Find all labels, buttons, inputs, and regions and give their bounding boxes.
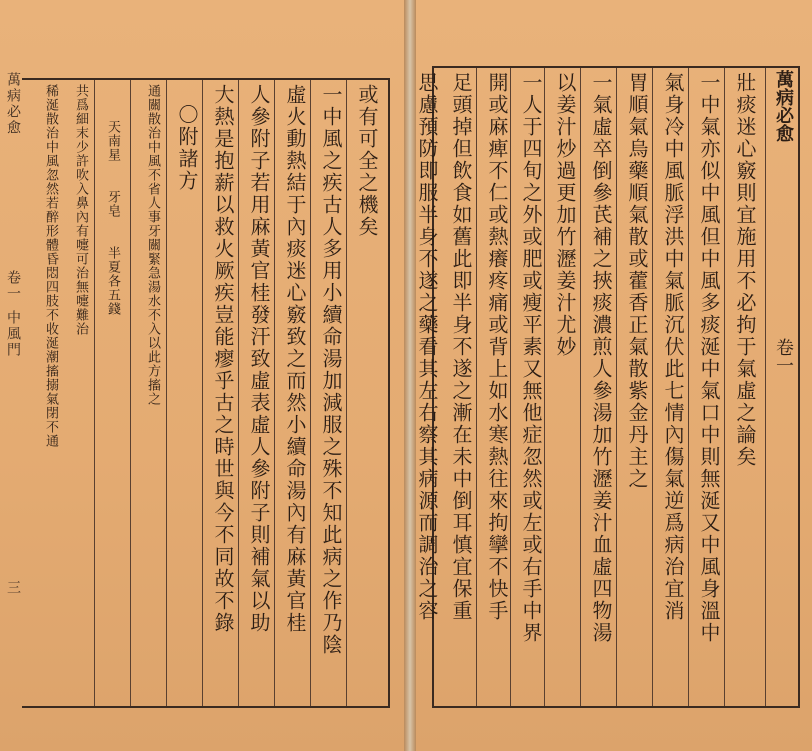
text-column: 開或麻痺不仁或熱癢疼痛或背上如水寒熱往來拘攣不快手 <box>485 72 509 622</box>
right-text-frame <box>415 66 800 708</box>
column-rule <box>130 80 131 706</box>
text-column: 足頭掉但飲食如舊此即半身不遂之漸在未中倒耳慎宜保重 <box>449 72 473 622</box>
left-text-frame <box>5 72 390 708</box>
page-number: 三 <box>5 580 21 596</box>
text-column: 一人于四旬之外或肥或瘦平素又無他症忽然或左或右手中界 <box>519 72 543 644</box>
center-fold-banxin <box>0 72 25 706</box>
text-column: 大熱是抱薪以救火厥疾豈能瘳乎古之時世與今不同故不錄 <box>211 84 235 634</box>
column-rule <box>765 68 766 706</box>
text-column: 胃順氣烏藥順氣散或藿香正氣散紫金丹主之 <box>625 72 649 490</box>
column-rule <box>166 80 167 706</box>
text-column: 思慮預防即服半身不遂之藥看其左右察其病源而調治之容 <box>415 72 439 622</box>
right-page-title: 萬病必愈 <box>773 70 794 142</box>
text-column: 一中風之疾古人多用小續命湯加減服之殊不知此病之作乃陰 <box>319 84 343 656</box>
juan-label: 卷一 <box>5 270 21 302</box>
text-column: 人參附子若用麻黃官桂發汗致虛表虛人參附子則補氣以助 <box>247 84 271 634</box>
text-column: 天南星 牙皂 半夏各五錢 <box>105 120 120 316</box>
text-column: 一氣虛卒倒參芪補之挾痰濃煎人參湯加竹瀝姜汁血虛四物湯 <box>589 72 613 644</box>
text-column: 以姜汁炒過更加竹瀝姜汁尤妙 <box>553 72 577 358</box>
running-head: 萬病必愈 <box>5 72 21 136</box>
text-column: 〇附諸方 <box>175 104 199 192</box>
section-label: 中風門 <box>5 310 21 358</box>
text-column: 壯痰迷心竅則宜施用不必拘于氣虛之論矣 <box>733 72 757 468</box>
column-rule <box>94 80 95 706</box>
text-column: 或有可全之機矣 <box>355 84 379 238</box>
text-column: 氣身冷中風脈浮洪中氣脈沉伏此七情內傷氣逆爲病治宜消 <box>661 72 685 622</box>
text-column: 通關散治中風不省人事牙關緊急湯水不入以此方搐之 <box>145 84 160 406</box>
right-page-volume: 卷一 <box>773 338 794 374</box>
text-column: 一中氣亦似中風但中風多痰涎中氣口中則無涎又中風身溫中 <box>697 72 721 644</box>
text-column: 虛火動熱結于內痰迷心竅致之而然小續命湯內有麻黃官桂 <box>283 84 307 634</box>
text-column: 稀涎散治中風忽然若醉形體昏悶四肢不收涎潮搐搦氣閉不通 <box>43 84 58 448</box>
text-column: 共爲細末少許吹入鼻內有嚏可治無嚏難治 <box>73 84 88 336</box>
